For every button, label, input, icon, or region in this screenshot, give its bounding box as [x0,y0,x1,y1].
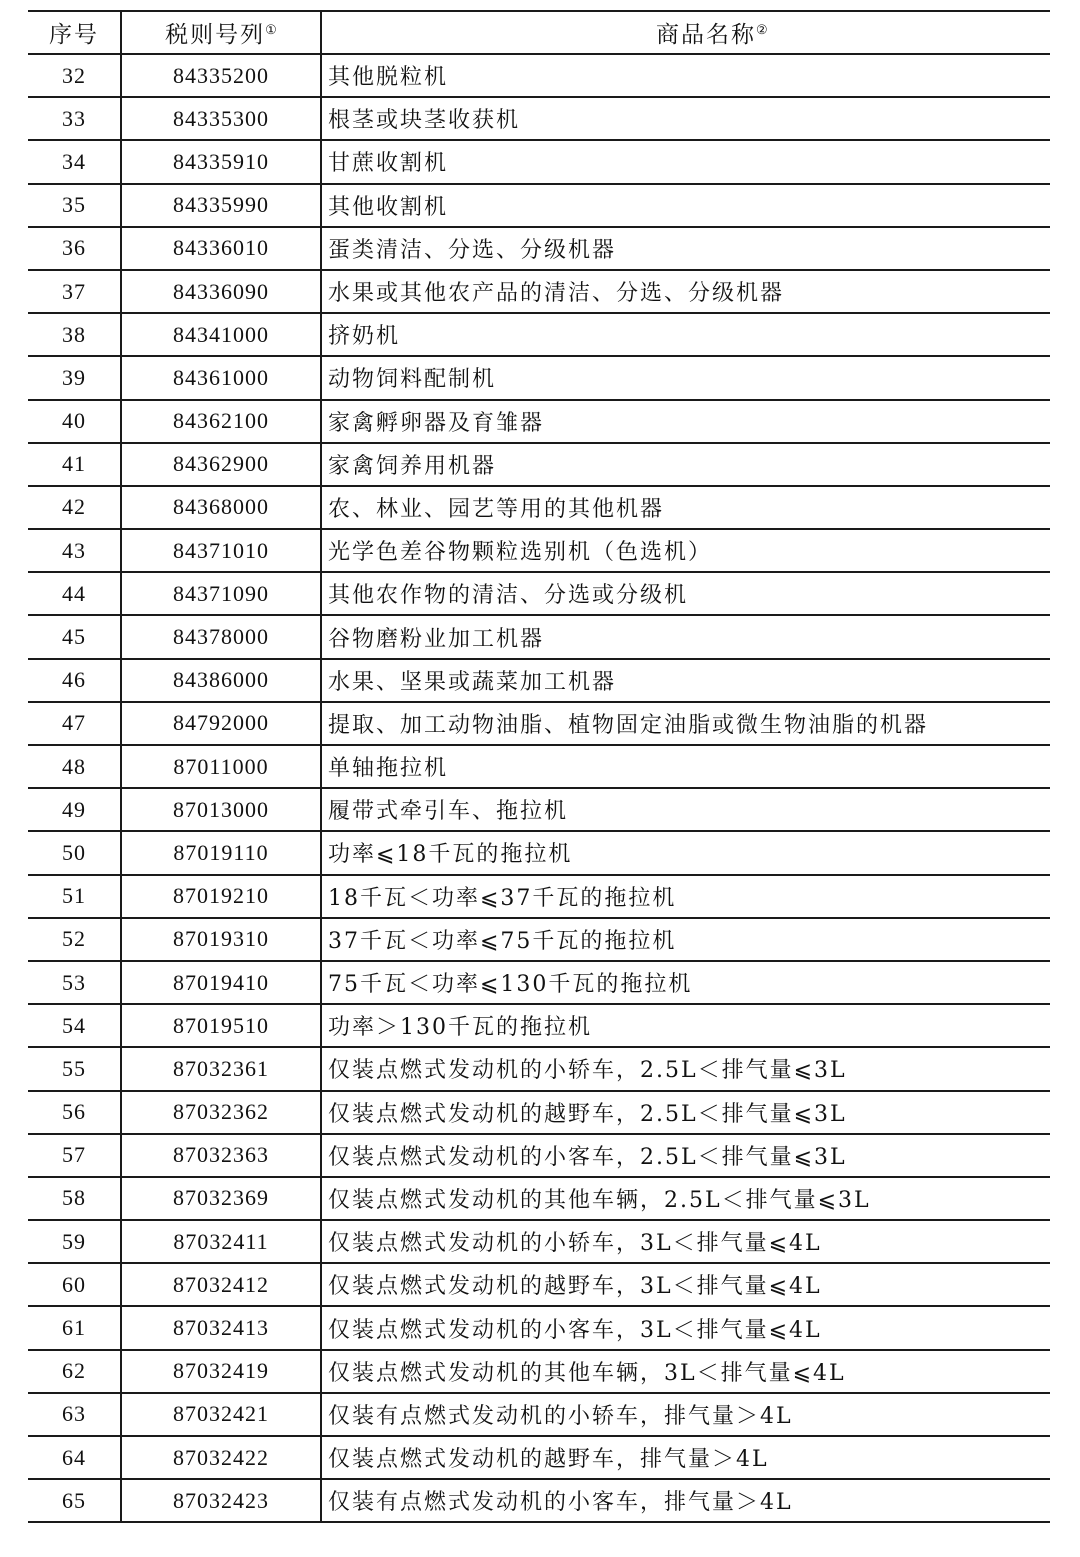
row-product-name: 挤奶机 [321,313,1050,356]
tariff-table [28,10,1050,1523]
table-row [28,54,1050,97]
row-product-name: 功率⩽18千瓦的拖拉机 [321,831,1050,874]
table-row [28,1436,1050,1479]
row-seq: 58 [28,1177,121,1220]
row-product-name: 37千瓦＜功率⩽75千瓦的拖拉机 [321,918,1050,961]
row-product-name: 仅装点燃式发动机的其他车辆，2.5L＜排气量⩽3L [321,1177,1050,1220]
row-product-name: 水果或其他农产品的清洁、分选、分级机器 [321,270,1050,313]
row-product-name: 其他农作物的清洁、分选或分级机 [321,572,1050,615]
header-seq [28,11,121,54]
row-product-name: 蛋类清洁、分选、分级机器 [321,227,1050,270]
row-seq: 41 [28,443,121,486]
row-product-name: 水果、坚果或蔬菜加工机器 [321,659,1050,702]
row-seq: 44 [28,572,121,615]
row-tariff-code: 87019510 [121,1004,321,1047]
row-product-name: 根茎或块茎收获机 [321,97,1050,140]
row-product-name: 仅装点燃式发动机的越野车，3L＜排气量⩽4L [321,1263,1050,1306]
row-product-name: 家禽饲养用机器 [321,443,1050,486]
table-row [28,97,1050,140]
row-seq: 59 [28,1220,121,1263]
row-seq: 42 [28,486,121,529]
table-row [28,486,1050,529]
row-product-name: 农、林业、园艺等用的其他机器 [321,486,1050,529]
row-product-name: 仅装有点燃式发动机的小轿车，排气量＞4L [321,1393,1050,1436]
row-seq: 50 [28,831,121,874]
row-seq: 64 [28,1436,121,1479]
table-row [28,1220,1050,1263]
row-product-name: 光学色差谷物颗粒选别机（色选机） [321,529,1050,572]
row-tariff-code: 87019210 [121,875,321,918]
row-product-name: 家禽孵卵器及育雏器 [321,400,1050,443]
row-tariff-code: 87019110 [121,831,321,874]
table-row [28,140,1050,183]
row-product-name: 仅装点燃式发动机的其他车辆，3L＜排气量⩽4L [321,1350,1050,1393]
row-tariff-code: 87032413 [121,1306,321,1349]
table-row [28,1350,1050,1393]
table-row [28,831,1050,874]
row-seq: 38 [28,313,121,356]
row-product-name: 履带式牵引车、拖拉机 [321,788,1050,831]
header-name [321,11,1050,54]
footnote-marker-1: ① [265,23,277,38]
row-tariff-code: 87032423 [121,1479,321,1522]
row-seq: 60 [28,1263,121,1306]
row-seq: 63 [28,1393,121,1436]
header-seq-label: 序号 [49,22,99,48]
row-tariff-code: 84335300 [121,97,321,140]
row-tariff-code: 84341000 [121,313,321,356]
table-row [28,270,1050,313]
footnote-marker-2: ② [756,23,768,38]
row-product-name: 仅装点燃式发动机的小客车，2.5L＜排气量⩽3L [321,1134,1050,1177]
row-seq: 56 [28,1091,121,1134]
table-row [28,918,1050,961]
row-seq: 48 [28,745,121,788]
table-row [28,184,1050,227]
row-product-name: 仅装点燃式发动机的越野车，排气量＞4L [321,1436,1050,1479]
row-seq: 36 [28,227,121,270]
table-row [28,1263,1050,1306]
table-body [28,54,1050,1522]
table-row [28,961,1050,1004]
row-product-name: 仅装点燃式发动机的越野车，2.5L＜排气量⩽3L [321,1091,1050,1134]
row-seq: 47 [28,702,121,745]
table-row [28,659,1050,702]
table-row [28,356,1050,399]
table-row [28,313,1050,356]
row-product-name: 仅装点燃式发动机的小客车，3L＜排气量⩽4L [321,1306,1050,1349]
table-row [28,702,1050,745]
row-tariff-code: 87032362 [121,1091,321,1134]
row-tariff-code: 87032361 [121,1047,321,1090]
row-seq: 51 [28,875,121,918]
table-row [28,1177,1050,1220]
row-product-name: 仅装点燃式发动机的小轿车，3L＜排气量⩽4L [321,1220,1050,1263]
row-seq: 49 [28,788,121,831]
row-tariff-code: 84368000 [121,486,321,529]
row-tariff-code: 84371010 [121,529,321,572]
table-row [28,1091,1050,1134]
row-tariff-code: 84371090 [121,572,321,615]
row-product-name: 其他收割机 [321,184,1050,227]
table-row [28,745,1050,788]
row-seq: 57 [28,1134,121,1177]
row-tariff-code: 84335990 [121,184,321,227]
row-seq: 40 [28,400,121,443]
row-product-name: 其他脱粒机 [321,54,1050,97]
row-seq: 43 [28,529,121,572]
row-tariff-code: 84361000 [121,356,321,399]
row-seq: 32 [28,54,121,97]
row-seq: 54 [28,1004,121,1047]
row-tariff-code: 84362900 [121,443,321,486]
row-product-name: 甘蔗收割机 [321,140,1050,183]
row-product-name: 75千瓦＜功率⩽130千瓦的拖拉机 [321,961,1050,1004]
table-row [28,443,1050,486]
table-row [28,1306,1050,1349]
row-seq: 65 [28,1479,121,1522]
row-tariff-code: 87019410 [121,961,321,1004]
header-name-label: 商品名称 [656,22,756,48]
row-tariff-code: 87032369 [121,1177,321,1220]
table-row [28,1134,1050,1177]
row-seq: 52 [28,918,121,961]
header-code-label: 税则号列 [165,22,266,48]
table-row [28,529,1050,572]
table-row [28,875,1050,918]
table-row [28,615,1050,658]
row-product-name: 动物饲料配制机 [321,356,1050,399]
row-product-name: 仅装有点燃式发动机的小客车，排气量＞4L [321,1479,1050,1522]
table-row [28,1479,1050,1522]
table-row [28,1004,1050,1047]
row-tariff-code: 87011000 [121,745,321,788]
row-product-name: 谷物磨粉业加工机器 [321,615,1050,658]
row-seq: 62 [28,1350,121,1393]
row-tariff-code: 87032411 [121,1220,321,1263]
row-seq: 35 [28,184,121,227]
row-product-name: 提取、加工动物油脂、植物固定油脂或微生物油脂的机器 [321,702,1050,745]
row-seq: 46 [28,659,121,702]
row-tariff-code: 84336090 [121,270,321,313]
row-product-name: 功率＞130千瓦的拖拉机 [321,1004,1050,1047]
table-row [28,1047,1050,1090]
row-tariff-code: 84792000 [121,702,321,745]
row-seq: 55 [28,1047,121,1090]
row-tariff-code: 87032419 [121,1350,321,1393]
row-seq: 33 [28,97,121,140]
row-product-name: 18千瓦＜功率⩽37千瓦的拖拉机 [321,875,1050,918]
row-tariff-code: 87032363 [121,1134,321,1177]
row-tariff-code: 87013000 [121,788,321,831]
row-seq: 45 [28,615,121,658]
row-tariff-code: 84335200 [121,54,321,97]
table-row [28,227,1050,270]
row-product-name: 仅装点燃式发动机的小轿车，2.5L＜排气量⩽3L [321,1047,1050,1090]
header-code [121,11,321,54]
row-seq: 53 [28,961,121,1004]
row-tariff-code: 87032421 [121,1393,321,1436]
table-row [28,400,1050,443]
row-seq: 37 [28,270,121,313]
row-tariff-code: 84336010 [121,227,321,270]
row-seq: 34 [28,140,121,183]
row-tariff-code: 87019310 [121,918,321,961]
table-header-row [28,11,1050,54]
row-tariff-code: 87032422 [121,1436,321,1479]
row-seq: 61 [28,1306,121,1349]
row-tariff-code: 84386000 [121,659,321,702]
table-row [28,1393,1050,1436]
row-tariff-code: 84362100 [121,400,321,443]
row-tariff-code: 84335910 [121,140,321,183]
row-tariff-code: 84378000 [121,615,321,658]
row-tariff-code: 87032412 [121,1263,321,1306]
row-product-name: 单轴拖拉机 [321,745,1050,788]
row-seq: 39 [28,356,121,399]
table-row [28,572,1050,615]
table-row [28,788,1050,831]
